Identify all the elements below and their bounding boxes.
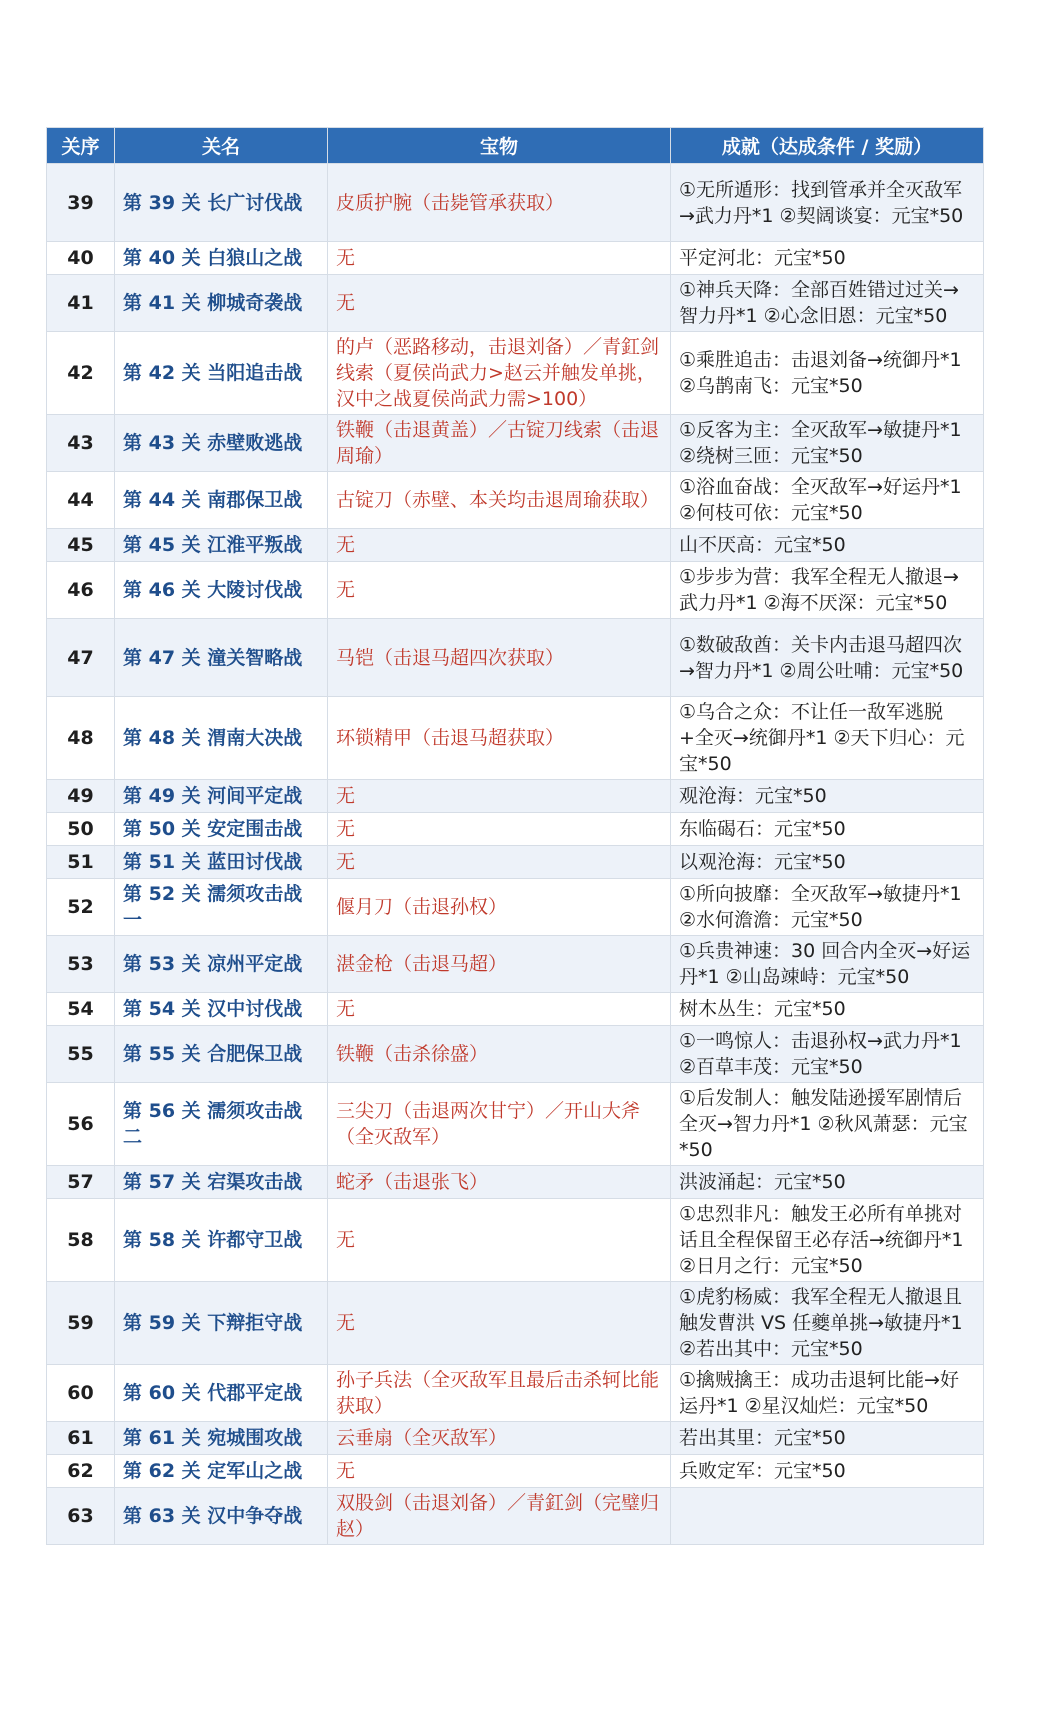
table-row — [47, 846, 984, 879]
treasure-cell: 无 — [328, 780, 671, 813]
level-seq-cell: 42 — [47, 332, 115, 415]
level-name-cell: 第 55 关 合肥保卫战 — [115, 1026, 328, 1083]
treasure-cell: 的卢（恶路移动，击退刘备）／青釭剑线索（夏侯尚武力>赵云并触发单挑，汉中之战夏侯尚武力需>100） — [328, 332, 671, 415]
achievement-cell: ①步步为营：我军全程无人撤退→武力丹*1 ②海不厌深：元宝*50 — [671, 562, 984, 619]
achievement-cell: ①乘胜追击：击退刘备→统御丹*1 ②乌鹊南飞：元宝*50 — [671, 332, 984, 415]
level-seq-cell: 43 — [47, 415, 115, 472]
table-row — [47, 562, 984, 619]
table-row — [47, 1083, 984, 1166]
achievement-cell: ①忠烈非凡：触发王必所有单挑对话且全程保留王必存活→统御丹*1 ②日月之行：元宝*50 — [671, 1199, 984, 1282]
table-body — [47, 164, 984, 1545]
table-row — [47, 879, 984, 936]
achievement-cell: ①一鸣惊人：击退孙权→武力丹*1 ②百草丰茂：元宝*50 — [671, 1026, 984, 1083]
achievement-cell: ①反客为主：全灭敌军→敏捷丹*1 ②绕树三匝：元宝*50 — [671, 415, 984, 472]
level-name-cell: 第 58 关 许都守卫战 — [115, 1199, 328, 1282]
achievement-cell: ①神兵天降：全部百姓错过过关→智力丹*1 ②心念旧恩：元宝*50 — [671, 275, 984, 332]
level-seq-cell: 51 — [47, 846, 115, 879]
treasure-cell: 蛇矛（击退张飞） — [328, 1166, 671, 1199]
achievement-cell: ①虎豹杨威：我军全程无人撤退且触发曹洪 VS 任夔单挑→敏捷丹*1 ②若出其中：元宝*50 — [671, 1282, 984, 1365]
achievement-cell: 观沧海：元宝*50 — [671, 780, 984, 813]
achievement-cell: 山不厌高：元宝*50 — [671, 529, 984, 562]
achievement-cell: 兵败定军：元宝*50 — [671, 1455, 984, 1488]
level-seq-cell: 46 — [47, 562, 115, 619]
level-name-cell: 第 53 关 凉州平定战 — [115, 936, 328, 993]
header-treasure: 宝物 — [328, 128, 671, 164]
table-row — [47, 242, 984, 275]
level-name-cell: 第 54 关 汉中讨伐战 — [115, 993, 328, 1026]
achievement-cell: 平定河北：元宝*50 — [671, 242, 984, 275]
achievement-cell: ①兵贵神速：30 回合内全灭→好运丹*1 ②山岛竦峙：元宝*50 — [671, 936, 984, 993]
level-seq-cell: 48 — [47, 697, 115, 780]
table-row — [47, 529, 984, 562]
level-seq-cell: 50 — [47, 813, 115, 846]
achievement-cell: 东临碣石：元宝*50 — [671, 813, 984, 846]
level-seq-cell: 63 — [47, 1488, 115, 1545]
table-header-row — [47, 128, 984, 164]
table-row — [47, 1365, 984, 1422]
level-name-cell: 第 52 关 濡须攻击战一 — [115, 879, 328, 936]
level-seq-cell: 57 — [47, 1166, 115, 1199]
level-name-cell: 第 59 关 下辩拒守战 — [115, 1282, 328, 1365]
level-seq-cell: 56 — [47, 1083, 115, 1166]
achievement-cell: 洪波涌起：元宝*50 — [671, 1166, 984, 1199]
level-seq-cell: 61 — [47, 1422, 115, 1455]
level-seq-cell: 52 — [47, 879, 115, 936]
treasure-cell: 无 — [328, 846, 671, 879]
treasure-cell: 云垂扇（全灭敌军） — [328, 1422, 671, 1455]
level-name-cell: 第 50 关 安定围击战 — [115, 813, 328, 846]
treasure-cell: 无 — [328, 1282, 671, 1365]
treasure-cell: 双股剑（击退刘备）／青釭剑（完璧归赵） — [328, 1488, 671, 1545]
level-seq-cell: 60 — [47, 1365, 115, 1422]
treasure-cell: 无 — [328, 993, 671, 1026]
level-seq-cell: 44 — [47, 472, 115, 529]
level-name-cell: 第 48 关 渭南大决战 — [115, 697, 328, 780]
treasure-cell: 皮质护腕（击毙管承获取） — [328, 164, 671, 242]
level-seq-cell: 45 — [47, 529, 115, 562]
treasure-cell: 无 — [328, 1199, 671, 1282]
treasure-cell: 湛金枪（击退马超） — [328, 936, 671, 993]
table-row — [47, 619, 984, 697]
treasure-cell: 铁鞭（击杀徐盛） — [328, 1026, 671, 1083]
table-row — [47, 1166, 984, 1199]
level-name-cell: 第 60 关 代郡平定战 — [115, 1365, 328, 1422]
level-name-cell: 第 43 关 赤壁败逃战 — [115, 415, 328, 472]
level-name-cell: 第 57 关 宕渠攻击战 — [115, 1166, 328, 1199]
level-seq-cell: 39 — [47, 164, 115, 242]
level-table — [46, 127, 984, 1545]
table-row — [47, 780, 984, 813]
level-name-cell: 第 61 关 宛城围攻战 — [115, 1422, 328, 1455]
level-seq-cell: 59 — [47, 1282, 115, 1365]
achievement-cell: 以观沧海：元宝*50 — [671, 846, 984, 879]
treasure-cell: 孙子兵法（全灭敌军且最后击杀轲比能获取） — [328, 1365, 671, 1422]
level-name-cell: 第 47 关 潼关智略战 — [115, 619, 328, 697]
achievement-cell: 树木丛生：元宝*50 — [671, 993, 984, 1026]
level-seq-cell: 47 — [47, 619, 115, 697]
level-name-cell: 第 40 关 白狼山之战 — [115, 242, 328, 275]
level-seq-cell: 41 — [47, 275, 115, 332]
achievement-cell: ①擒贼擒王：成功击退轲比能→好运丹*1 ②星汉灿烂：元宝*50 — [671, 1365, 984, 1422]
level-seq-cell: 53 — [47, 936, 115, 993]
table-row — [47, 1026, 984, 1083]
table-row — [47, 275, 984, 332]
achievement-cell: ①无所遁形：找到管承并全灭敌军→武力丹*1 ②契阔谈宴：元宝*50 — [671, 164, 984, 242]
header-achievement: 成就（达成条件 / 奖励） — [671, 128, 984, 164]
achievement-cell: ①数破敌酋：关卡内击退马超四次→智力丹*1 ②周公吐哺：元宝*50 — [671, 619, 984, 697]
level-name-cell: 第 63 关 汉中争夺战 — [115, 1488, 328, 1545]
treasure-cell: 古锭刀（赤壁、本关均击退周瑜获取） — [328, 472, 671, 529]
header-seq: 关序 — [47, 128, 115, 164]
treasure-cell: 偃月刀（击退孙权） — [328, 879, 671, 936]
level-seq-cell: 62 — [47, 1455, 115, 1488]
treasure-cell: 三尖刀（击退两次甘宁）／开山大斧（全灭敌军） — [328, 1083, 671, 1166]
treasure-cell: 环锁精甲（击退马超获取） — [328, 697, 671, 780]
achievement-cell: 若出其里：元宝*50 — [671, 1422, 984, 1455]
treasure-cell: 无 — [328, 242, 671, 275]
treasure-cell: 无 — [328, 813, 671, 846]
level-name-cell: 第 45 关 江淮平叛战 — [115, 529, 328, 562]
table-row — [47, 1455, 984, 1488]
treasure-cell: 铁鞭（击退黄盖）／古锭刀线索（击退周瑜） — [328, 415, 671, 472]
table-row — [47, 1422, 984, 1455]
level-name-cell: 第 62 关 定军山之战 — [115, 1455, 328, 1488]
level-name-cell: 第 56 关 濡须攻击战二 — [115, 1083, 328, 1166]
level-seq-cell: 40 — [47, 242, 115, 275]
achievement-cell: ①乌合之众：不让任一敌军逃脱+全灭→统御丹*1 ②天下归心：元宝*50 — [671, 697, 984, 780]
achievement-cell: ①后发制人：触发陆逊援军剧情后全灭→智力丹*1 ②秋风萧瑟：元宝*50 — [671, 1083, 984, 1166]
table-row — [47, 993, 984, 1026]
header-level-name: 关名 — [115, 128, 328, 164]
table-row — [47, 332, 984, 415]
treasure-cell: 无 — [328, 275, 671, 332]
table-row — [47, 415, 984, 472]
table-row — [47, 697, 984, 780]
table-row — [47, 936, 984, 993]
level-seq-cell: 49 — [47, 780, 115, 813]
level-seq-cell: 55 — [47, 1026, 115, 1083]
level-name-cell: 第 46 关 大陵讨伐战 — [115, 562, 328, 619]
table-row — [47, 472, 984, 529]
table-row — [47, 1199, 984, 1282]
level-seq-cell: 58 — [47, 1199, 115, 1282]
table-row — [47, 164, 984, 242]
level-name-cell: 第 39 关 长广讨伐战 — [115, 164, 328, 242]
treasure-cell: 马铠（击退马超四次获取） — [328, 619, 671, 697]
treasure-cell: 无 — [328, 1455, 671, 1488]
level-name-cell: 第 44 关 南郡保卫战 — [115, 472, 328, 529]
level-name-cell: 第 42 关 当阳追击战 — [115, 332, 328, 415]
achievement-cell: ①所向披靡：全灭敌军→敏捷丹*1 ②水何澹澹：元宝*50 — [671, 879, 984, 936]
level-name-cell: 第 51 关 蓝田讨伐战 — [115, 846, 328, 879]
table-row — [47, 1282, 984, 1365]
level-table-container — [46, 127, 983, 1545]
achievement-cell — [671, 1488, 984, 1545]
treasure-cell: 无 — [328, 562, 671, 619]
level-name-cell: 第 41 关 柳城奇袭战 — [115, 275, 328, 332]
treasure-cell: 无 — [328, 529, 671, 562]
table-row — [47, 1488, 984, 1545]
table-row — [47, 813, 984, 846]
achievement-cell: ①浴血奋战：全灭敌军→好运丹*1 ②何枝可依：元宝*50 — [671, 472, 984, 529]
level-name-cell: 第 49 关 河间平定战 — [115, 780, 328, 813]
level-seq-cell: 54 — [47, 993, 115, 1026]
